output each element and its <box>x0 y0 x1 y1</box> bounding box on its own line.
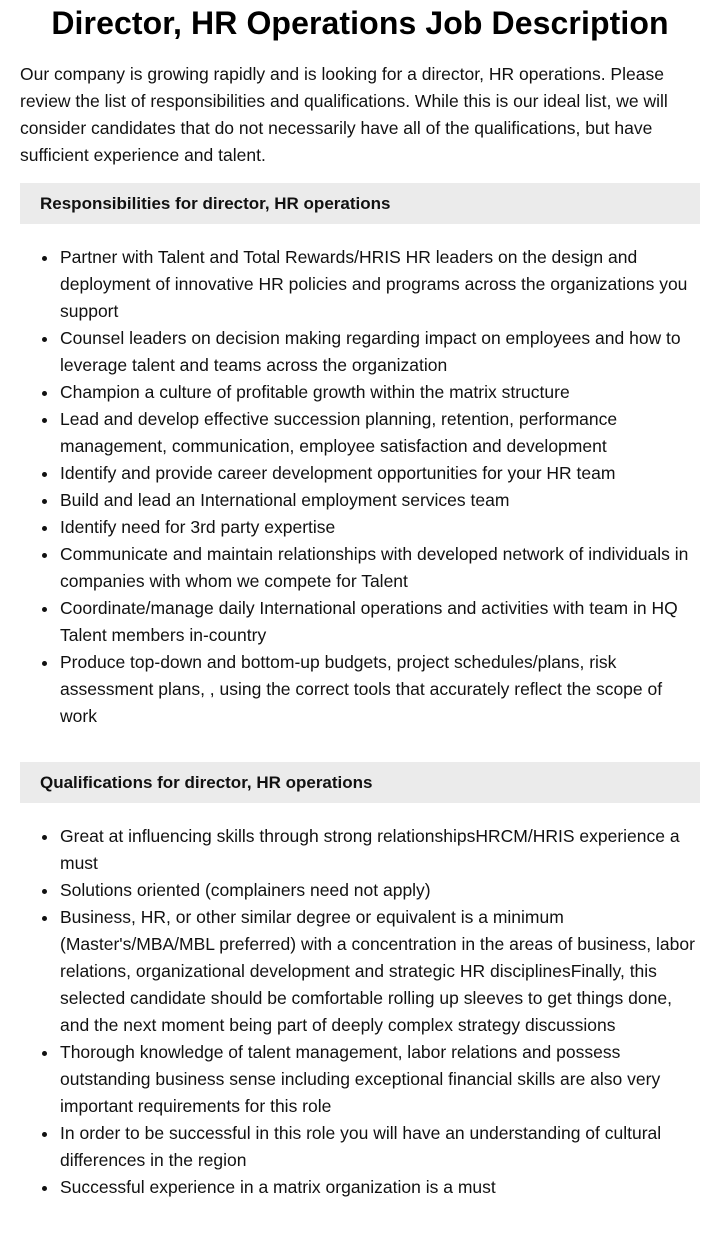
responsibilities-list <box>20 244 700 730</box>
list-item: Lead and develop effective succession planning, retention, performance management, communication, employee satisfaction and development <box>60 406 700 460</box>
list-item: Coordinate/manage daily International operations and activities with team in HQ Talent members in-country <box>60 595 700 649</box>
list-item: In order to be successful in this role you will have an understanding of cultural differences in the region <box>60 1120 700 1174</box>
list-item: Partner with Talent and Total Rewards/HRIS HR leaders on the design and deployment of innovative HR policies and programs across the organizations you support <box>60 244 700 325</box>
list-item: Identify and provide career development opportunities for your HR team <box>60 460 700 487</box>
list-item: Champion a culture of profitable growth within the matrix structure <box>60 379 700 406</box>
responsibilities-heading: Responsibilities for director, HR operations <box>20 183 700 224</box>
list-item: Counsel leaders on decision making regarding impact on employees and how to leverage talent and teams across the organization <box>60 325 700 379</box>
list-item: Thorough knowledge of talent management, labor relations and possess outstanding business sense including exceptional financial skills are also very important requirements for this role <box>60 1039 700 1120</box>
list-item: Produce top-down and bottom-up budgets, project schedules/plans, risk assessment plans, , using the correct tools that accurately reflect the scope of work <box>60 649 700 730</box>
list-item: Solutions oriented (complainers need not apply) <box>60 877 700 904</box>
qualifications-heading: Qualifications for director, HR operations <box>20 762 700 803</box>
page-title: Director, HR Operations Job Description <box>51 5 669 41</box>
list-item: Great at influencing skills through strong relationshipsHRCM/HRIS experience a must <box>60 823 700 877</box>
qualifications-list <box>20 823 700 1201</box>
list-item: Build and lead an International employment services team <box>60 487 700 514</box>
list-item: Business, HR, or other similar degree or equivalent is a minimum (Master's/MBA/MBL preferred) with a concentration in the areas of business, labor relations, organizational development and strategic HR disciplinesFinally, this selected candidate should be comfortable rolling up sleeves to get things done, and the next moment being part of deeply complex strategy discussions <box>60 904 700 1039</box>
section-spacer <box>20 730 700 748</box>
list-item: Communicate and maintain relationships with developed network of individuals in companies with whom we compete for Talent <box>60 541 700 595</box>
list-item: Identify need for 3rd party expertise <box>60 514 700 541</box>
list-item: Successful experience in a matrix organization is a must <box>60 1174 700 1201</box>
intro-paragraph: Our company is growing rapidly and is looking for a director, HR operations. Please review the list of responsibilities and qualifications. While this is our ideal list, we will consider candidates that do not necessarily have all of the qualifications, but have sufficient experience and talent. <box>20 64 668 165</box>
